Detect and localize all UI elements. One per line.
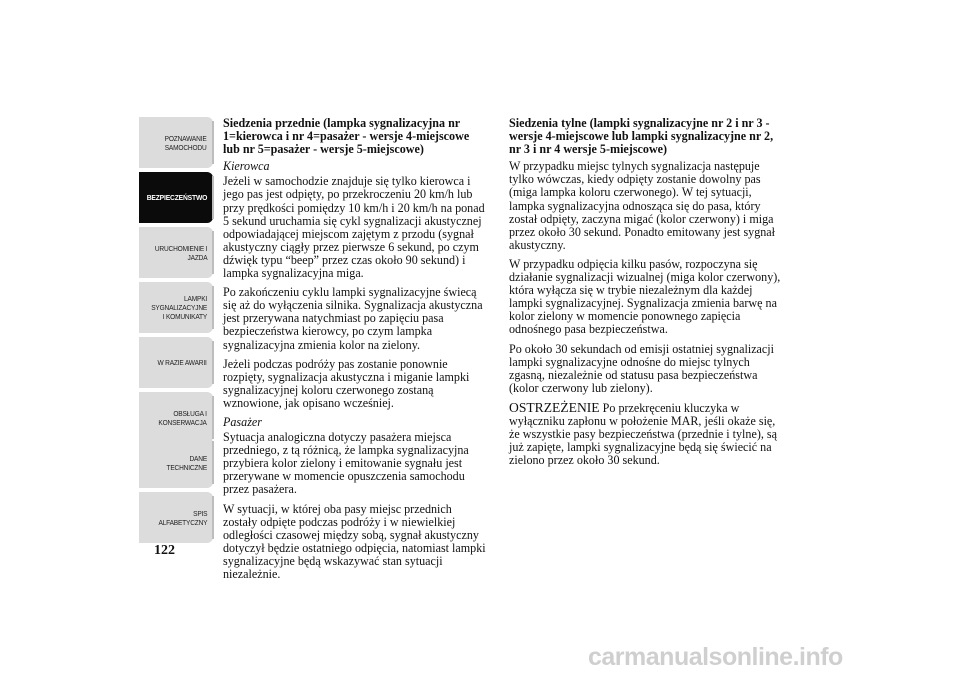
right-column: [509, 117, 784, 473]
paragraph: W sytuacji, w której oba pasy miejsc przednich zostały odpięte podczas podróży i w niewielkiej odległości czasowej między sobą, sygnał akustyczny dotyczył będzie ostatniego odpięcia, natomiast lampki sygnalizacyjne będą wskazywać stan sytuacji niezależnie.: [223, 501, 486, 581]
tab-label: URUCHOMIENIE I JAZDA: [154, 243, 207, 262]
paragraph: W przypadku odpięcia kilku pasów, rozpoczyna się działanie sygnalizacji wizualnej (miga kolor czerwony), która wyłącza się w trybie niezależnym dla każdej lampki sygnalizacyjnej. Sygnalizacja zmienia barwę na kolor zielony w momencie ponownego zapięcia odnośnego pasa bezpieczeństwa.: [509, 256, 781, 337]
paragraph: Jeżeli w samochodzie znajduje się tylko kierowca i jego pas jest odpięty, po przekroczeniu 20 km/h lub przy prędkości pomiędzy 10 km/h i 20 km/h na ponad 5 sekund uruchamia się cykl sygnalizacji akustycznej odpowiadającej miejscom zajętym z przodu (sygnał akustyczny ciągły przez pierwsze 6 sekund, po czym dźwięk typu “beep” przez czas około 90 sekund) i lampka sygnalizacyjna miga.: [223, 174, 485, 281]
tab-label: POZNAWANIE SAMOCHODU: [165, 133, 207, 152]
tab-obsluga-i-konserwacja[interactable]: [139, 392, 213, 443]
warning-text: Po przekręceniu kluczyka w wyłączniku zapłonu w położenie MAR, jeśli okaże się, że wszystkie pasy bezpieczeństwa (przednie i tylne), są już zapięte, lampki sygnalizacyjne będą się świecić na zielono przez około 30 sekund.: [509, 400, 777, 468]
paragraph: Sytuacja analogiczna dotyczy pasażera miejsca przedniego, z tą różnicą, że lampka sygnalizacyjna przybiera kolor zielony i emitowanie sygnału jest przerywane w momencie opuszczenia samochodu przez pasażera.: [223, 430, 469, 497]
page-number: 122: [154, 543, 175, 558]
watermark: carmanualsonline.info: [588, 643, 843, 671]
tab-label: SPIS ALFABETYCZNY: [158, 508, 207, 527]
rear-seats-heading: Siedzenia tylne (lampki sygnalizacyjne nr 2 i nr 3 - wersje 4-miejscowe lub lampki sygnalizacyjne nr 2, nr 3 i nr 4 wersje 5-miejscowe): [509, 116, 774, 157]
paragraph: W przypadku miejsc tylnych sygnalizacja następuje tylko wówczas, kiedy odpięty zostanie dowolny pas (miga lampka koloru czerwonego). W tej sytuacji, lampka sygnalizacyjna odnosząca się do pasa, który został odpięty, zaczyna migać (kolor czerwony) i miga przez około 30 sekund. Ponadto emitowany jest sygnał akustyczny.: [509, 159, 776, 252]
tab-label: LAMPKI SYGNALIZACYJNE I KOMUNIKATY: [151, 294, 207, 321]
warning-label: OSTRZEŻENIE: [509, 399, 600, 415]
tab-lampki-sygnalizacyjne[interactable]: [139, 282, 213, 333]
tab-label: OBSŁUGA I KONSERWACJA: [158, 408, 207, 427]
tab-poznawanie-samochodu[interactable]: [139, 117, 213, 168]
tab-label: BEZPIECZEŃSTWO: [146, 193, 207, 202]
driver-subheading: Kierowca: [223, 159, 270, 174]
front-seats-heading: Siedzenia przednie (lampka sygnalizacyjna nr 1=kierowca i nr 4=pasażer - wersje 4-miejscowe lub nr 5=pasażer - wersje 5-miejscowe): [223, 116, 470, 157]
left-column: [223, 117, 489, 587]
tab-spis-alfabetyczny[interactable]: [139, 492, 213, 543]
paragraph: Po około 30 sekundach od emisji ostatniej sygnalizacji lampki sygnalizacyjne odnośne do miejsc tylnych zgasną, niezależnie od statusu pasa bezpieczeństwa (kolor czerwony lub zielony).: [509, 341, 775, 395]
paragraph: Jeżeli podczas podróży pas zostanie ponownie rozpięty, sygnalizacja akustyczna i miganie lampki sygnalizacyjnej koloru czerwonego zostaną wznowione, jak opisano wcześniej.: [223, 356, 470, 410]
tab-label: DANE TECHNICZNE: [166, 453, 207, 472]
tab-uruchomienie-i-jazda[interactable]: [139, 227, 213, 278]
tab-w-razie-awarii[interactable]: [139, 337, 213, 388]
warning-note: [509, 401, 784, 467]
passenger-subheading: Pasażer: [223, 414, 262, 429]
tab-label: W RAZIE AWARII: [157, 358, 207, 367]
tab-bezpieczenstwo[interactable]: [139, 172, 213, 223]
paragraph: Po zakończeniu cyklu lampki sygnalizacyjne świecą się aż do wyłączenia silnika. Sygnalizacja akustyczna jest przerywana natychmiast po zapięciu pasa bezpieczeństwa kierowcy, po czym lampka sygnalizacyjna zmienia kolor na zielony.: [223, 285, 483, 352]
tab-dane-techniczne[interactable]: [139, 437, 213, 488]
